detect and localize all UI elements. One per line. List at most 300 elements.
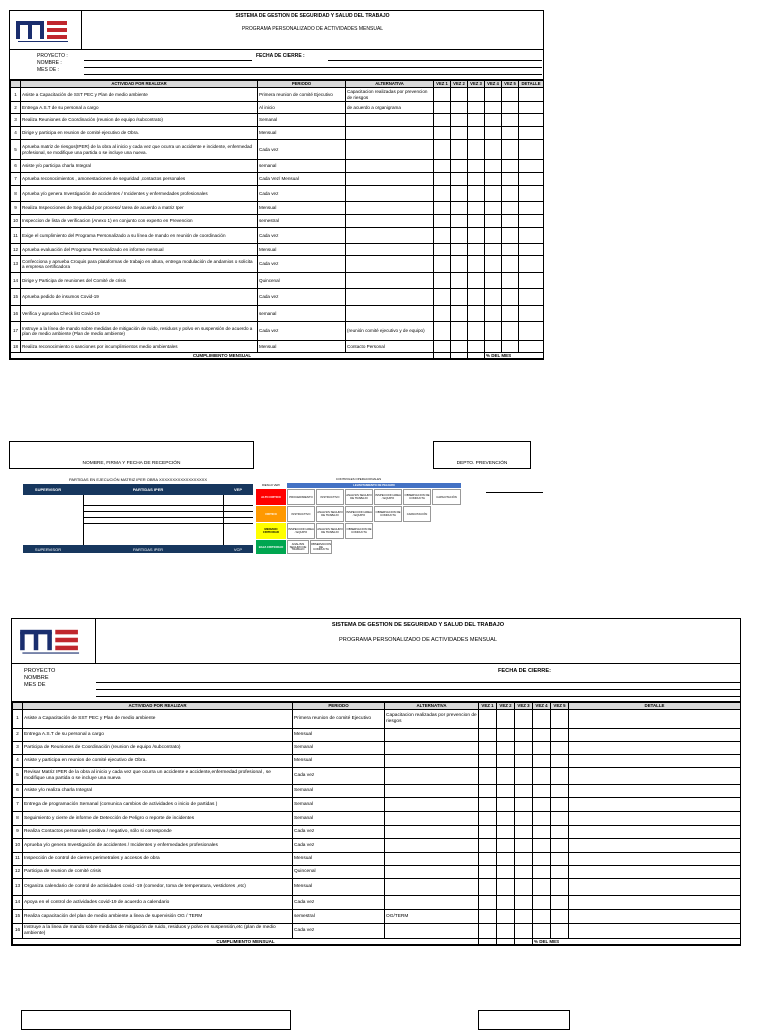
vez-5-cell[interactable] bbox=[551, 839, 569, 853]
periodo-cell: semanal bbox=[258, 306, 346, 322]
detalle-cell[interactable] bbox=[519, 289, 544, 306]
periodo-cell: Mensual bbox=[258, 202, 346, 215]
table-row bbox=[13, 910, 741, 924]
cumplimiento-cell[interactable] bbox=[451, 353, 468, 359]
sheet-2-header bbox=[12, 619, 740, 664]
vez-3-cell[interactable] bbox=[468, 88, 485, 102]
activity-cell: Confecciona y aprueba Croquis para plataformas de trabajo en altura, entrega modulación de andamios o solicita a empresa certificadora bbox=[21, 256, 258, 273]
project-info bbox=[10, 50, 543, 80]
vez-5-cell[interactable] bbox=[551, 879, 569, 896]
activity-cell: Asiste y/o realiza charla Integral bbox=[23, 785, 293, 798]
vez-4-cell[interactable] bbox=[485, 341, 502, 353]
alternativa-cell bbox=[346, 140, 434, 160]
vez-1-cell[interactable] bbox=[479, 853, 497, 866]
periodo-cell: Mensual bbox=[293, 755, 385, 768]
row-number: 4 bbox=[11, 127, 21, 140]
nombre-label: NOMBRE : bbox=[37, 60, 62, 66]
vez-5-cell[interactable] bbox=[502, 114, 519, 127]
vez-4-cell[interactable] bbox=[485, 215, 502, 228]
vez-3-cell[interactable] bbox=[515, 729, 533, 742]
vez-4-cell[interactable] bbox=[485, 306, 502, 322]
vez-2-cell[interactable] bbox=[497, 896, 515, 910]
vez-1-cell[interactable] bbox=[479, 839, 497, 853]
vez-1-cell[interactable] bbox=[434, 114, 451, 127]
vez-5-cell[interactable] bbox=[502, 215, 519, 228]
table-row bbox=[13, 798, 741, 812]
activity-cell: Revisar Matriz IPER de la obra al inicio y cada vez que ocurra un accidente e accidente,enfermedad profesional , se modifique una partida o se incluye una nueva bbox=[23, 768, 293, 785]
alternativa-cell bbox=[385, 866, 479, 879]
cumplimiento-row bbox=[11, 353, 544, 359]
detalle-cell[interactable] bbox=[569, 729, 741, 742]
table-row bbox=[13, 853, 741, 866]
vez-2-cell[interactable] bbox=[497, 879, 515, 896]
vez-1-cell[interactable] bbox=[434, 228, 451, 244]
row-number: 16 bbox=[13, 924, 23, 939]
vez-5-cell[interactable] bbox=[502, 341, 519, 353]
vez-1-cell[interactable] bbox=[434, 173, 451, 186]
vez-5-cell[interactable] bbox=[502, 228, 519, 244]
row-number: 14 bbox=[13, 896, 23, 910]
alternativa-cell bbox=[346, 127, 434, 140]
vez-2-cell[interactable] bbox=[451, 102, 468, 114]
vez-3-cell[interactable] bbox=[468, 160, 485, 173]
table-row bbox=[13, 866, 741, 879]
col-alternativa: ALTERNATIVA bbox=[346, 81, 434, 88]
vez-5-cell[interactable] bbox=[551, 768, 569, 785]
vez-5-cell[interactable] bbox=[502, 306, 519, 322]
periodo-cell: Cada vez bbox=[293, 768, 385, 785]
proyecto-label-2: PROYECTO bbox=[24, 668, 56, 674]
activity-cell: Realiza reconocimiento o sanciones por incumplimientos medio ambientales bbox=[21, 341, 258, 353]
vez-1-cell[interactable] bbox=[479, 742, 497, 755]
vez-2-cell[interactable] bbox=[451, 173, 468, 186]
vez-5-cell[interactable] bbox=[551, 729, 569, 742]
col-vez-5: VEZ 5 bbox=[502, 81, 519, 88]
vez-4-cell[interactable] bbox=[485, 173, 502, 186]
vez-4-cell[interactable] bbox=[533, 785, 551, 798]
vez-1-cell[interactable] bbox=[434, 186, 451, 202]
activity-cell: Entrega A.S.T de su personal a cargo bbox=[23, 729, 293, 742]
vez-3-cell[interactable] bbox=[515, 924, 533, 939]
sheet-1-title: SISTEMA DE GESTION DE SEGURIDAD Y SALUD DEL TRABAJO bbox=[235, 13, 390, 19]
vez-1-cell[interactable] bbox=[434, 322, 451, 341]
vez-1-cell[interactable] bbox=[434, 215, 451, 228]
vez-4-cell[interactable] bbox=[533, 710, 551, 729]
vez-1-cell[interactable] bbox=[434, 140, 451, 160]
vez-1-cell[interactable] bbox=[479, 812, 497, 826]
vez-1-cell[interactable] bbox=[479, 826, 497, 839]
detalle-cell[interactable] bbox=[519, 114, 544, 127]
row-number: 5 bbox=[13, 768, 23, 785]
col-vez-5: VEZ 5 bbox=[551, 703, 569, 710]
detalle-cell[interactable] bbox=[519, 244, 544, 256]
alternativa-cell bbox=[346, 273, 434, 289]
detalle-cell[interactable] bbox=[519, 102, 544, 114]
activity-cell: Realiza capacitación del plan de medio ambiente a linea de supervisión OG / TERM bbox=[23, 910, 293, 924]
vez-4-cell[interactable] bbox=[485, 88, 502, 102]
vez-1-cell[interactable] bbox=[479, 710, 497, 729]
row-number: 7 bbox=[11, 173, 21, 186]
vez-2-cell[interactable] bbox=[497, 785, 515, 798]
row-number: 2 bbox=[13, 729, 23, 742]
vez-2-cell[interactable] bbox=[451, 88, 468, 102]
vez-2-cell[interactable] bbox=[497, 853, 515, 866]
vez-2-cell[interactable] bbox=[451, 202, 468, 215]
vez-2-cell[interactable] bbox=[497, 826, 515, 839]
alternativa-cell bbox=[385, 924, 479, 939]
cumplimiento-label: CUMPLIMIENTO MENSUAL bbox=[11, 353, 434, 359]
vez-3-cell[interactable] bbox=[468, 322, 485, 341]
vez-1-cell[interactable] bbox=[434, 160, 451, 173]
detalle-cell[interactable] bbox=[519, 306, 544, 322]
detalle-cell[interactable] bbox=[569, 879, 741, 896]
vez-3-cell[interactable] bbox=[515, 826, 533, 839]
detalle-cell[interactable] bbox=[569, 785, 741, 798]
row-number: 15 bbox=[13, 910, 23, 924]
detalle-cell[interactable] bbox=[569, 896, 741, 910]
activity-cell: Asiste a Capacitación de SST PEC y Plan de medio ambiente bbox=[23, 710, 293, 729]
vez-4-cell[interactable] bbox=[485, 140, 502, 160]
vez-5-cell[interactable] bbox=[502, 273, 519, 289]
vez-3-cell[interactable] bbox=[515, 755, 533, 768]
col-detalle: DETALLE bbox=[519, 81, 544, 88]
sheet-1-subtitle: PROGRAMA PERSONALIZADO DE ACTIVIDADES MENSUAL bbox=[241, 26, 384, 32]
table-row bbox=[11, 228, 544, 244]
vez-5-cell[interactable] bbox=[502, 202, 519, 215]
vez-4-cell[interactable] bbox=[485, 114, 502, 127]
vez-4-cell[interactable] bbox=[533, 812, 551, 826]
detalle-cell[interactable] bbox=[569, 924, 741, 939]
detalle-cell[interactable] bbox=[569, 768, 741, 785]
vez-3-cell[interactable] bbox=[515, 866, 533, 879]
vez-2-cell[interactable] bbox=[451, 322, 468, 341]
vez-5-cell[interactable] bbox=[551, 798, 569, 812]
vez-3-cell[interactable] bbox=[515, 798, 533, 812]
vez-2-cell[interactable] bbox=[451, 244, 468, 256]
vez-2-cell[interactable] bbox=[497, 729, 515, 742]
vez-2-cell[interactable] bbox=[497, 755, 515, 768]
periodo-cell: Mensual bbox=[258, 341, 346, 353]
col-actividad: ACTIVIDAD POR REALIZAR bbox=[23, 703, 293, 710]
detalle-cell[interactable] bbox=[519, 186, 544, 202]
vez-5-cell[interactable] bbox=[551, 924, 569, 939]
vez-4-cell[interactable] bbox=[533, 755, 551, 768]
vez-4-cell[interactable] bbox=[485, 160, 502, 173]
vez-3-cell[interactable] bbox=[468, 114, 485, 127]
detalle-cell[interactable] bbox=[519, 273, 544, 289]
vez-2-cell[interactable] bbox=[451, 215, 468, 228]
vez-1-cell[interactable] bbox=[479, 910, 497, 924]
vez-4-cell[interactable] bbox=[485, 202, 502, 215]
col-vez-2: VEZ 2 bbox=[497, 703, 515, 710]
vez-4-cell[interactable] bbox=[485, 289, 502, 306]
table-row bbox=[13, 755, 741, 768]
detalle-cell[interactable] bbox=[519, 127, 544, 140]
detalle-cell[interactable] bbox=[569, 710, 741, 729]
ctrl-instructivo: INSTRUCTIVO bbox=[316, 489, 344, 505]
vez-2-cell[interactable] bbox=[451, 127, 468, 140]
detalle-cell[interactable] bbox=[569, 839, 741, 853]
alternativa-cell bbox=[346, 186, 434, 202]
vez-5-cell[interactable] bbox=[551, 866, 569, 879]
activity-cell: Participa de reunion de comité crisis bbox=[23, 866, 293, 879]
ctrl-observacion: OBSERVACION DE CONDUCTA bbox=[345, 523, 373, 539]
vez-1-cell[interactable] bbox=[434, 306, 451, 322]
vez-4-cell[interactable] bbox=[485, 256, 502, 273]
vez-3-cell[interactable] bbox=[468, 289, 485, 306]
vez-1-cell[interactable] bbox=[479, 879, 497, 896]
vez-5-cell[interactable] bbox=[502, 322, 519, 341]
row-number: 6 bbox=[11, 160, 21, 173]
controles-operacionales bbox=[256, 477, 461, 554]
matrix-row bbox=[83, 519, 253, 524]
detalle-cell[interactable] bbox=[569, 755, 741, 768]
alternativa-cell bbox=[385, 839, 479, 853]
vez-3-cell[interactable] bbox=[515, 910, 533, 924]
vez-5-cell[interactable] bbox=[551, 896, 569, 910]
vez-3-cell[interactable] bbox=[515, 812, 533, 826]
detalle-cell[interactable] bbox=[569, 910, 741, 924]
vez-1-cell[interactable] bbox=[434, 273, 451, 289]
vez-5-cell[interactable] bbox=[502, 289, 519, 306]
vez-2-cell[interactable] bbox=[497, 812, 515, 826]
detalle-cell[interactable] bbox=[519, 341, 544, 353]
detalle-cell[interactable] bbox=[569, 853, 741, 866]
sheet-2-title: SISTEMA DE GESTION DE SEGURIDAD Y SALUD DEL TRABAJO bbox=[331, 622, 505, 628]
vez-4-cell[interactable] bbox=[533, 853, 551, 866]
matrix-foot-supervisor: SUPERVISOR bbox=[34, 546, 62, 552]
periodo-cell: Cada vez bbox=[293, 826, 385, 839]
vez-4-cell[interactable] bbox=[533, 742, 551, 755]
vez-4-cell[interactable] bbox=[485, 228, 502, 244]
activity-cell: Aprueba matriz de riesgos(IPER) de la obra al inicio y cada vez que ocurra un accidente e incidente, enfermedad profesional, se modifique una partida o se incluye una nueva. bbox=[21, 140, 258, 160]
table-row bbox=[13, 742, 741, 755]
row-number: 7 bbox=[13, 798, 23, 812]
vez-1-cell[interactable] bbox=[434, 256, 451, 273]
vez-3-cell[interactable] bbox=[468, 215, 485, 228]
detalle-cell[interactable] bbox=[569, 826, 741, 839]
row-number: 1 bbox=[13, 710, 23, 729]
vez-1-cell[interactable] bbox=[479, 729, 497, 742]
vez-5-cell[interactable] bbox=[502, 102, 519, 114]
vez-2-cell[interactable] bbox=[497, 910, 515, 924]
row-number: 9 bbox=[13, 826, 23, 839]
vez-3-cell[interactable] bbox=[515, 853, 533, 866]
table-row bbox=[11, 215, 544, 228]
vez-5-cell[interactable] bbox=[551, 710, 569, 729]
vez-2-cell[interactable] bbox=[497, 742, 515, 755]
vez-5-cell[interactable] bbox=[551, 755, 569, 768]
vez-3-cell[interactable] bbox=[468, 102, 485, 114]
vez-3-cell[interactable] bbox=[468, 306, 485, 322]
cumplimiento-cell[interactable] bbox=[479, 939, 497, 945]
vez-4-cell[interactable] bbox=[533, 729, 551, 742]
vez-3-cell[interactable] bbox=[468, 228, 485, 244]
firma-caption: NOMBRE, FIRMA Y FECHA DE RECEPCIÓN bbox=[82, 461, 181, 466]
vez-3-cell[interactable] bbox=[468, 202, 485, 215]
activity-cell: Realiza Reuniones de Coordinación (reunion de equipo /subcontrato) bbox=[21, 114, 258, 127]
detalle-cell[interactable] bbox=[519, 140, 544, 160]
vez-3-cell[interactable] bbox=[468, 244, 485, 256]
vez-3-cell[interactable] bbox=[515, 742, 533, 755]
vez-4-cell[interactable] bbox=[533, 826, 551, 839]
vez-2-cell[interactable] bbox=[451, 228, 468, 244]
vez-1-cell[interactable] bbox=[434, 127, 451, 140]
detalle-cell[interactable] bbox=[569, 812, 741, 826]
vez-4-cell[interactable] bbox=[533, 879, 551, 896]
vez-4-cell[interactable] bbox=[485, 273, 502, 289]
vez-4-cell[interactable] bbox=[533, 839, 551, 853]
detalle-cell[interactable] bbox=[569, 798, 741, 812]
vez-4-cell[interactable] bbox=[485, 186, 502, 202]
cumplimiento-cell[interactable] bbox=[434, 353, 451, 359]
detalle-cell[interactable] bbox=[519, 322, 544, 341]
vez-1-cell[interactable] bbox=[434, 289, 451, 306]
vez-5-cell[interactable] bbox=[502, 127, 519, 140]
table-row bbox=[13, 710, 741, 729]
row-number: 14 bbox=[11, 273, 21, 289]
vez-4-cell[interactable] bbox=[533, 768, 551, 785]
vez-4-cell[interactable] bbox=[485, 322, 502, 341]
vez-1-cell[interactable] bbox=[479, 768, 497, 785]
ctrl-observacion: OBSERVACION DE CONDUCTA bbox=[374, 506, 402, 522]
detalle-cell[interactable] bbox=[519, 256, 544, 273]
vez-2-cell[interactable] bbox=[497, 710, 515, 729]
vez-3-cell[interactable] bbox=[468, 127, 485, 140]
detalle-cell[interactable] bbox=[519, 88, 544, 102]
vez-2-cell[interactable] bbox=[497, 866, 515, 879]
activity-cell: Entrega de programación Semanal (comunica cambios de actividades o inicio de partidas ) bbox=[23, 798, 293, 812]
vez-2-cell[interactable] bbox=[451, 273, 468, 289]
detalle-cell[interactable] bbox=[569, 742, 741, 755]
vez-2-cell[interactable] bbox=[497, 768, 515, 785]
vez-4-cell[interactable] bbox=[533, 910, 551, 924]
cumplimiento-cell[interactable] bbox=[497, 939, 515, 945]
row-number: 12 bbox=[11, 244, 21, 256]
ctrl-instructivo: INSTRUCTIVO bbox=[287, 506, 315, 522]
vez-3-cell[interactable] bbox=[468, 186, 485, 202]
detalle-cell[interactable] bbox=[519, 202, 544, 215]
vez-3-cell[interactable] bbox=[515, 896, 533, 910]
vez-4-cell[interactable] bbox=[485, 102, 502, 114]
vez-3-cell[interactable] bbox=[515, 768, 533, 785]
vez-4-cell[interactable] bbox=[533, 798, 551, 812]
vez-3-cell[interactable] bbox=[468, 256, 485, 273]
vez-2-cell[interactable] bbox=[451, 186, 468, 202]
vez-1-cell[interactable] bbox=[479, 755, 497, 768]
vez-3-cell[interactable] bbox=[468, 140, 485, 160]
vez-5-cell[interactable] bbox=[502, 256, 519, 273]
vez-5-cell[interactable] bbox=[551, 742, 569, 755]
row-number: 6 bbox=[13, 785, 23, 798]
vez-2-cell[interactable] bbox=[451, 140, 468, 160]
periodo-cell: Mensual bbox=[293, 879, 385, 896]
alternativa-cell bbox=[346, 228, 434, 244]
vez-5-cell[interactable] bbox=[502, 244, 519, 256]
vez-2-cell[interactable] bbox=[497, 924, 515, 939]
vez-1-cell[interactable] bbox=[434, 202, 451, 215]
alternativa-cell: Capacitacion realizadas por prevencion de riesgos bbox=[385, 710, 479, 729]
vez-2-cell[interactable] bbox=[451, 256, 468, 273]
vez-3-cell[interactable] bbox=[468, 273, 485, 289]
periodo-cell: Cada vez bbox=[258, 228, 346, 244]
vez-5-cell[interactable] bbox=[502, 186, 519, 202]
vez-1-cell[interactable] bbox=[479, 866, 497, 879]
vez-1-cell[interactable] bbox=[479, 785, 497, 798]
table-row bbox=[11, 202, 544, 215]
vez-2-cell[interactable] bbox=[451, 160, 468, 173]
vez-2-cell[interactable] bbox=[451, 306, 468, 322]
vez-1-cell[interactable] bbox=[434, 88, 451, 102]
vez-2-cell[interactable] bbox=[497, 839, 515, 853]
vez-1-cell[interactable] bbox=[479, 798, 497, 812]
vez-5-cell[interactable] bbox=[502, 160, 519, 173]
vez-3-cell[interactable] bbox=[515, 839, 533, 853]
vez-1-cell[interactable] bbox=[479, 896, 497, 910]
detalle-cell[interactable] bbox=[569, 866, 741, 879]
cumplimiento-cell[interactable] bbox=[515, 939, 533, 945]
table-row bbox=[13, 812, 741, 826]
vez-1-cell[interactable] bbox=[434, 102, 451, 114]
alternativa-cell bbox=[385, 755, 479, 768]
vez-4-cell[interactable] bbox=[533, 924, 551, 939]
sheet-2-frame bbox=[11, 618, 741, 946]
vez-3-cell[interactable] bbox=[515, 710, 533, 729]
cumplimiento-cell[interactable] bbox=[468, 353, 485, 359]
vez-5-cell[interactable] bbox=[502, 173, 519, 186]
row-number: 5 bbox=[11, 140, 21, 160]
vez-5-cell[interactable] bbox=[551, 910, 569, 924]
alternativa-cell bbox=[346, 202, 434, 215]
activity-cell: Instruye a la linea de mando sobre medidas de mitigación de ruido, residuos y polvo en suspensión,etc (plan de medio ambiente) bbox=[23, 924, 293, 939]
detalle-cell[interactable] bbox=[519, 160, 544, 173]
activity-cell: Inspeccion de lista de verificacion (Anexo 1) en conjunto con experto en Prevencion bbox=[21, 215, 258, 228]
vez-5-cell[interactable] bbox=[551, 826, 569, 839]
vez-3-cell[interactable] bbox=[468, 341, 485, 353]
col-vez-1: VEZ 1 bbox=[479, 703, 497, 710]
vez-5-cell[interactable] bbox=[502, 88, 519, 102]
vez-1-cell[interactable] bbox=[434, 341, 451, 353]
vez-2-cell[interactable] bbox=[451, 114, 468, 127]
vez-4-cell[interactable] bbox=[533, 896, 551, 910]
vez-3-cell[interactable] bbox=[468, 173, 485, 186]
vez-4-cell[interactable] bbox=[485, 244, 502, 256]
alternativa-cell bbox=[346, 160, 434, 173]
alternativa-cell bbox=[385, 742, 479, 755]
vez-4-cell[interactable] bbox=[485, 127, 502, 140]
vez-5-cell[interactable] bbox=[551, 785, 569, 798]
vez-5-cell[interactable] bbox=[551, 853, 569, 866]
table-row bbox=[11, 273, 544, 289]
vez-4-cell[interactable] bbox=[533, 866, 551, 879]
vez-3-cell[interactable] bbox=[515, 785, 533, 798]
vez-5-cell[interactable] bbox=[551, 812, 569, 826]
matrix-row bbox=[83, 513, 253, 518]
activity-cell: Aprueba y/o genera Investigación de accidentes / Incidentes y enfermedades profesionales bbox=[21, 186, 258, 202]
table-row bbox=[13, 924, 741, 939]
activity-cell: Aprueba reconocimientos , amonestaciones de seguridad ,contactos personales bbox=[21, 173, 258, 186]
vez-1-cell[interactable] bbox=[479, 924, 497, 939]
vez-3-cell[interactable] bbox=[515, 879, 533, 896]
detalle-cell[interactable] bbox=[519, 228, 544, 244]
vez-5-cell[interactable] bbox=[502, 140, 519, 160]
vez-2-cell[interactable] bbox=[451, 289, 468, 306]
vez-1-cell[interactable] bbox=[434, 244, 451, 256]
detalle-cell[interactable] bbox=[519, 215, 544, 228]
vez-2-cell[interactable] bbox=[497, 798, 515, 812]
detalle-cell[interactable] bbox=[519, 173, 544, 186]
vez-2-cell[interactable] bbox=[451, 341, 468, 353]
